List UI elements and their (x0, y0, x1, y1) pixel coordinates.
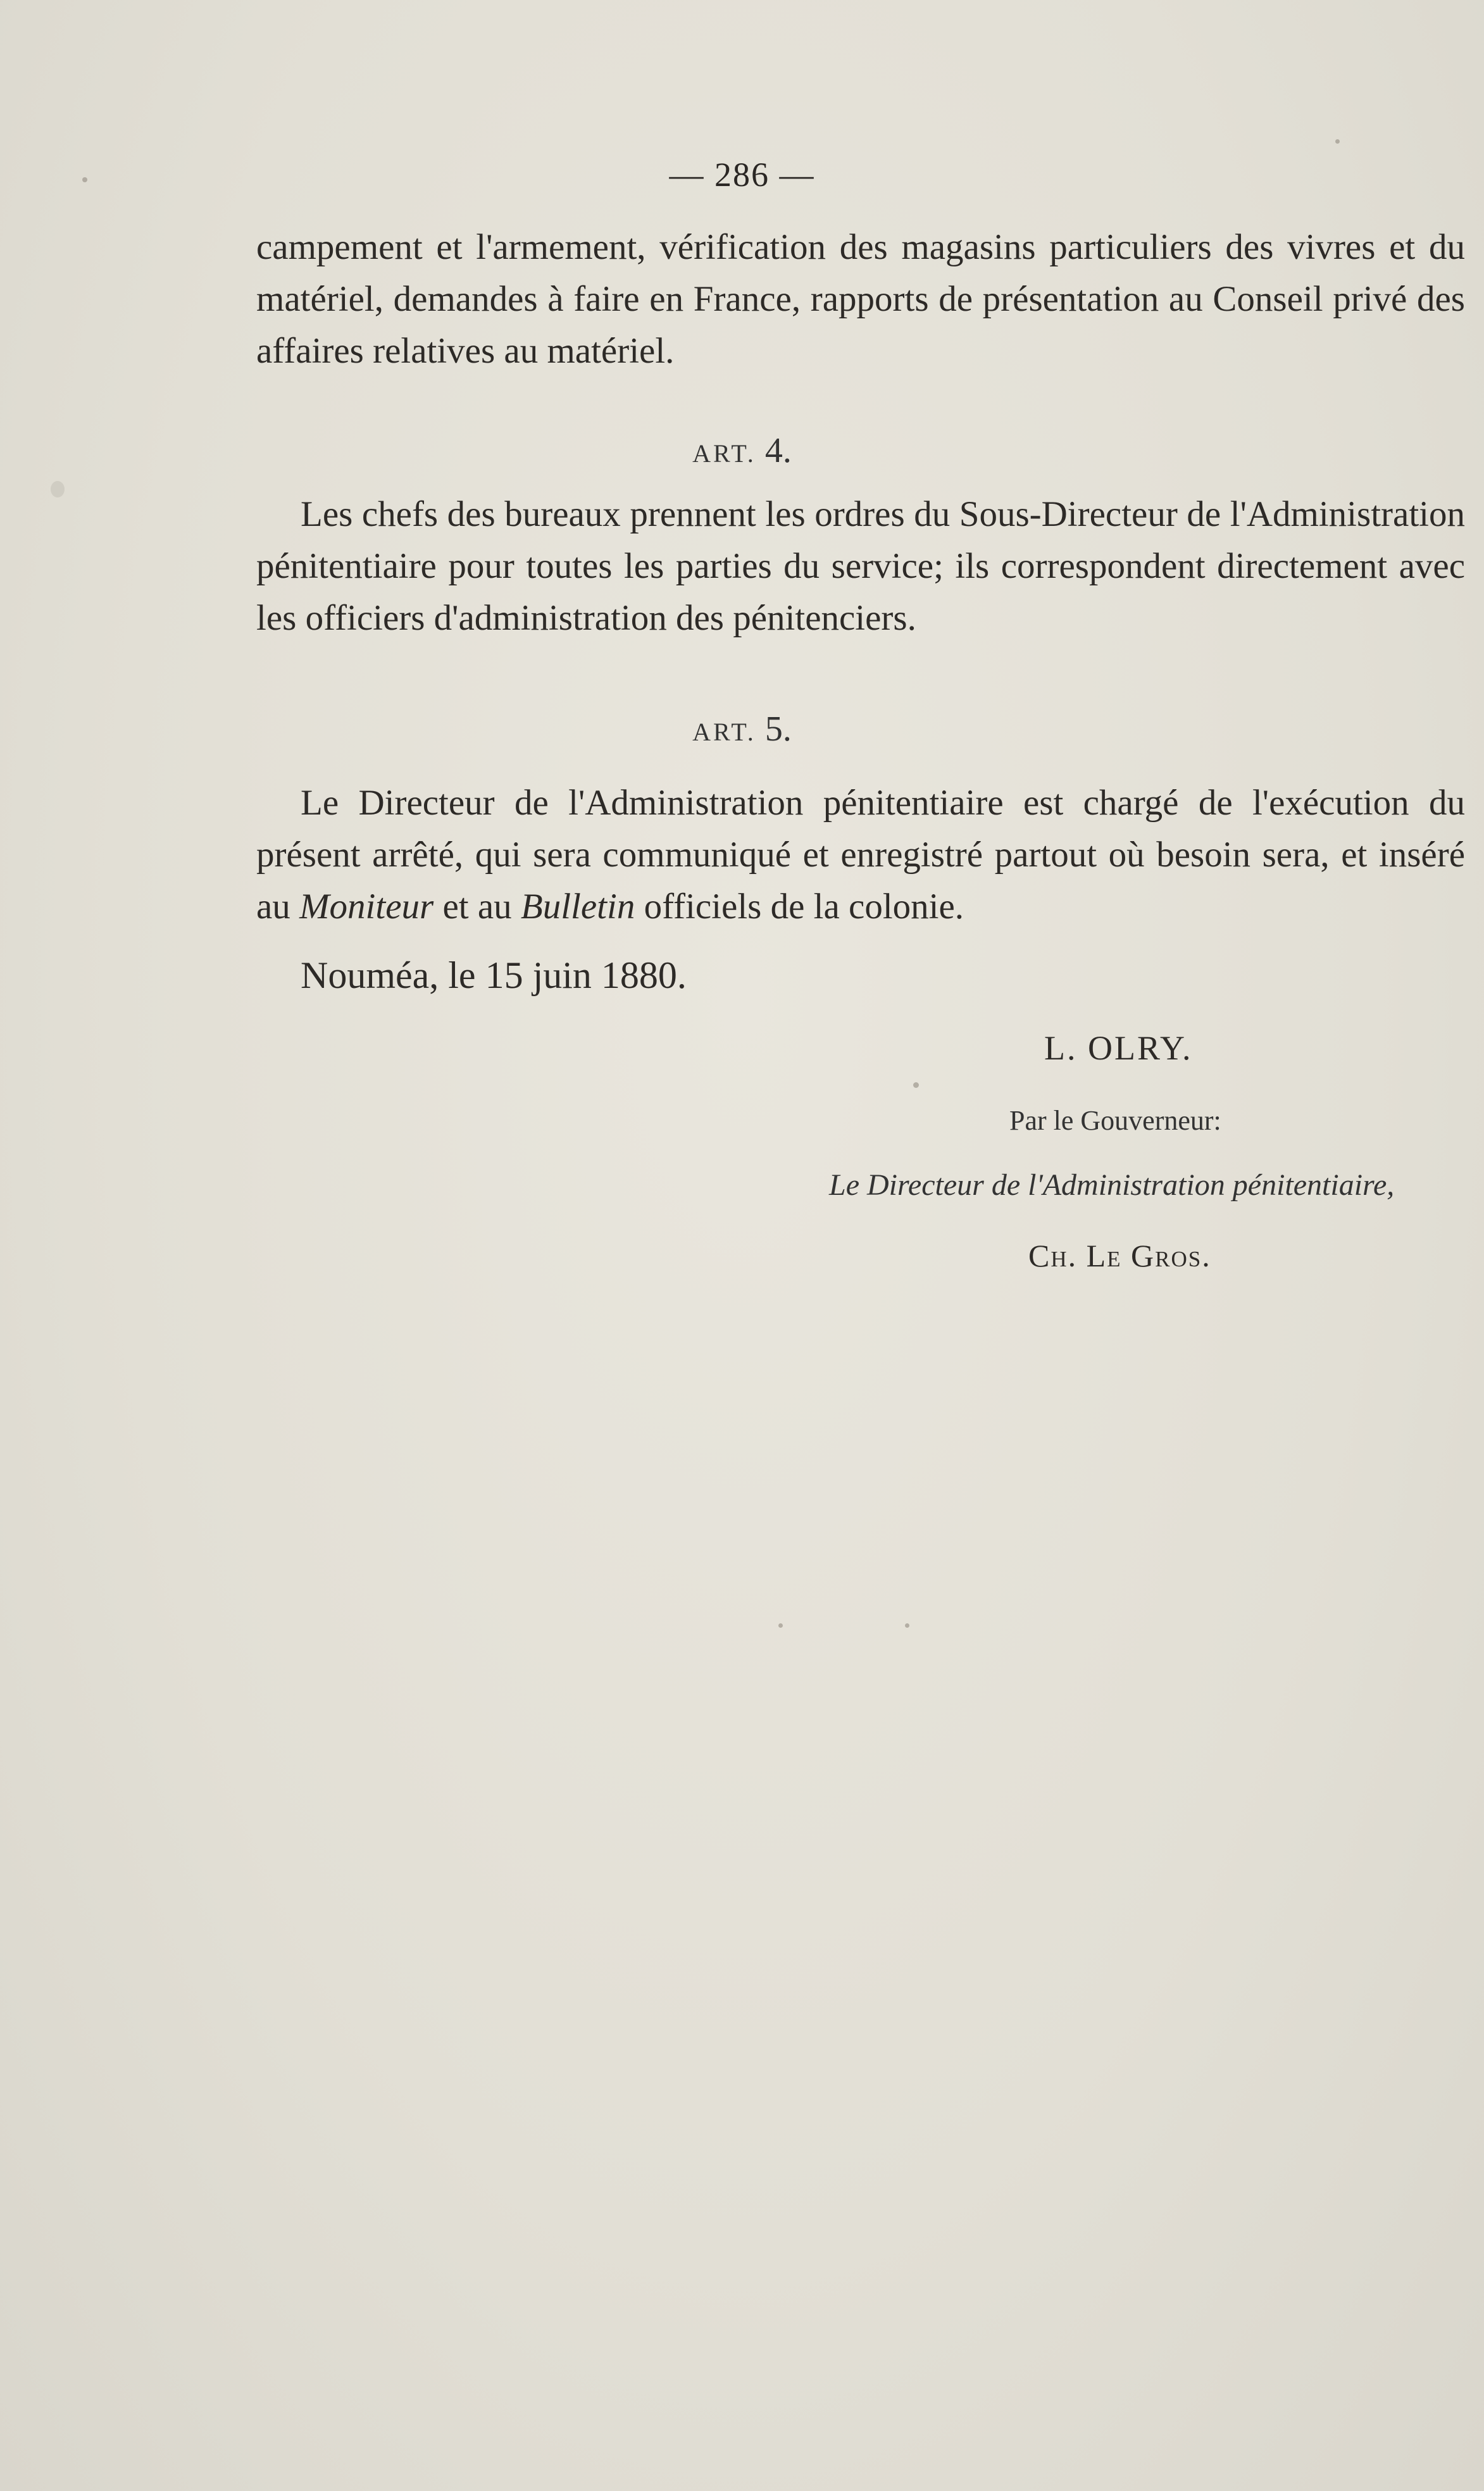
directeur-name: Ch. Le Gros. (1028, 1238, 1211, 1273)
date-line: Nouméa, le 15 juin 1880. (301, 954, 687, 996)
paragraph-text: et au (433, 887, 521, 927)
article-4-paragraph: Les chefs des bureaux prennent les ordres du Sous-Directeur de l'Administration pénitentiaire pour toutes les parties du service; ils correspondent directement avec les officiers d'administration des pénitenciers. (256, 494, 1465, 638)
article-5-heading (0, 709, 1484, 749)
article-4-heading (0, 430, 1484, 471)
signatory-name: L. OLRY. (1044, 1029, 1193, 1067)
paper-speck (913, 1082, 919, 1088)
page-number: — 286 — (669, 156, 815, 194)
article-number: 4. (764, 431, 792, 470)
paper-speck (51, 481, 65, 497)
article-5-paragraph (256, 777, 1465, 933)
par-le-gouverneur: Par le Gouverneur: (1009, 1105, 1221, 1136)
moniteur-title: Moniteur (299, 887, 434, 927)
paragraph-continuation: campement et l'armement, vérification des magasins particuliers des vivres et du matériel, demandes à faire en France, rapports de présentation au Conseil privé des affaires relatives au matériel. (256, 227, 1465, 371)
article-number: 5. (764, 709, 792, 749)
paper-speck (1335, 139, 1340, 144)
paper-speck (905, 1623, 909, 1628)
paragraph-text: officiels de la colonie. (635, 887, 964, 927)
paper-speck (778, 1623, 783, 1628)
article-label: ART. (692, 439, 756, 468)
bulletin-title: Bulletin (520, 887, 635, 927)
paragraph-text: Le Directeur de l'Administration pénitentiaire est chargé de l'exécution du présent arrêté, qui sera communiqué et enregistré partout où besoin sera, et inséré au (256, 783, 1465, 927)
article-label: ART. (692, 718, 756, 746)
directeur-title: Le Directeur de l'Administration pénitentiaire, (829, 1168, 1395, 1202)
